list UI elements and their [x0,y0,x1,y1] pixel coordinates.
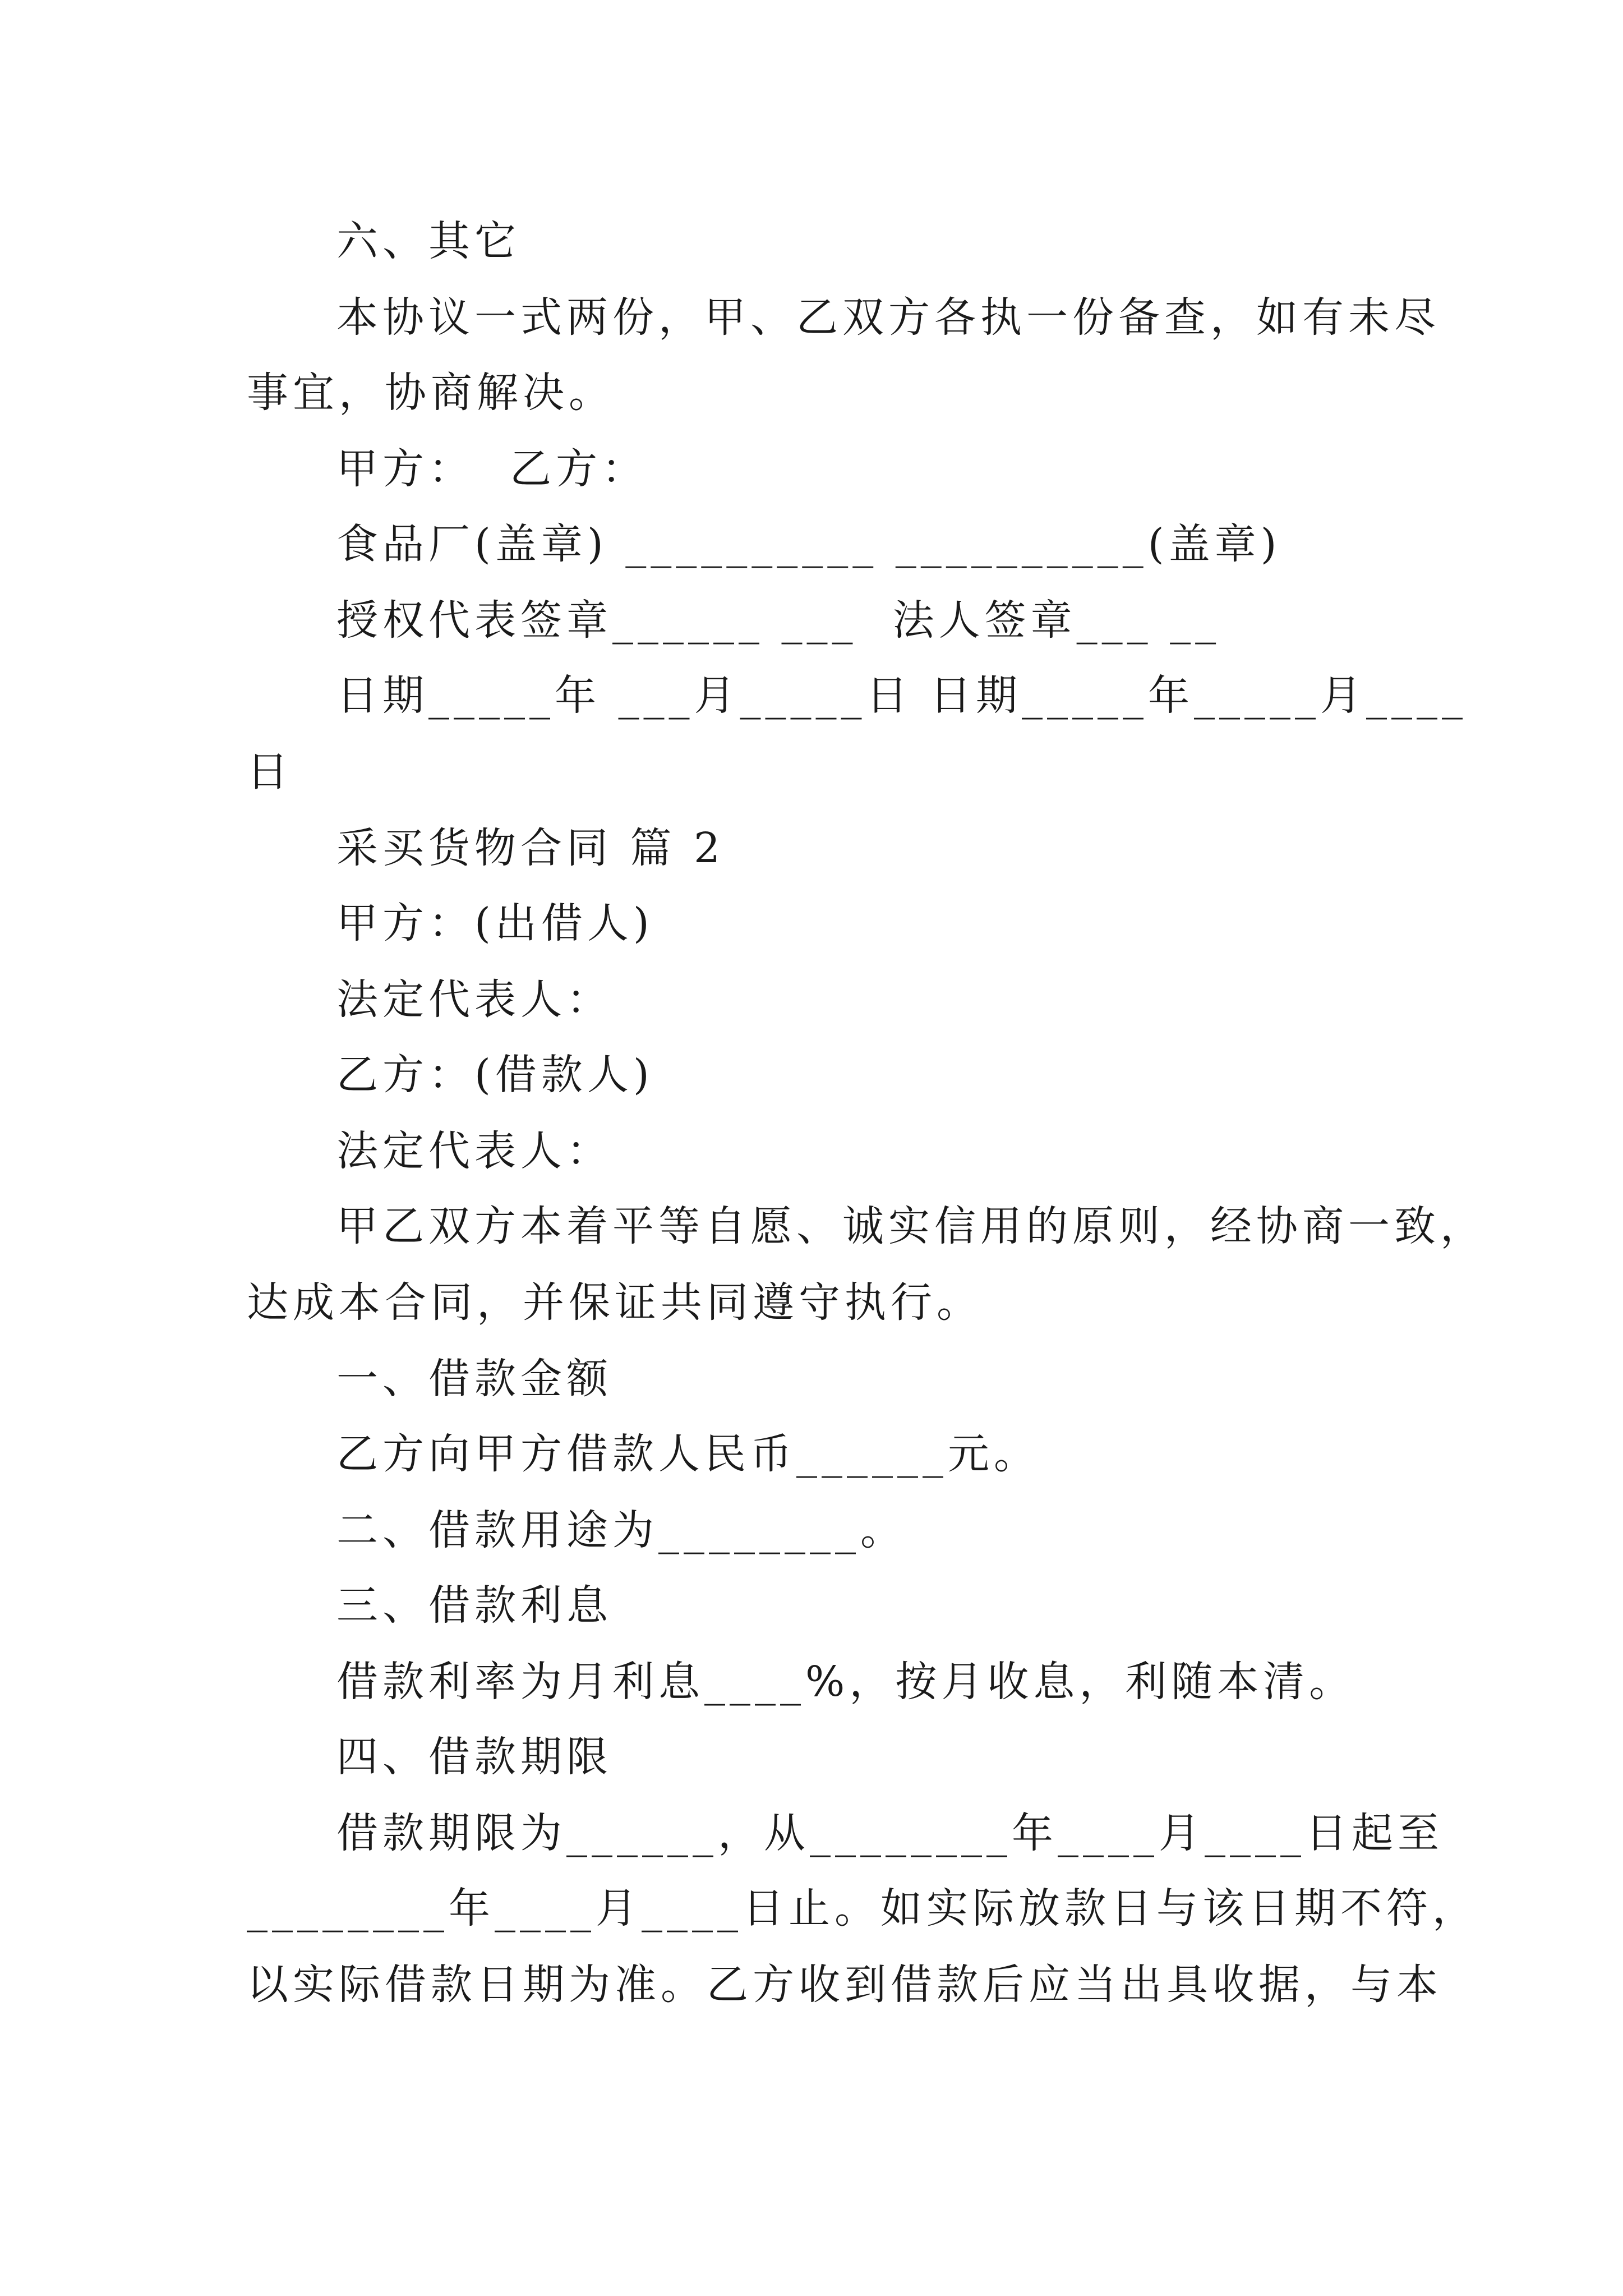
paragraph-line: 借款利率为月利息____%，按月收息，利随本清。 [336,1658,1355,1706]
paragraph-line: 本协议一式两份，甲、乙双方各执一份备查，如有未尽 [336,293,1440,342]
paragraph-line: ________年____月____日止。如实际放款日与该日期不符， [247,1884,1478,1932]
paragraph-line: 事宜，协商解决。 [247,369,615,417]
section-heading-other: 六、其它 [336,217,520,265]
signature-date-line: 日期_____年 ___月_____日 日期_____年_____月____ [336,671,1468,720]
paragraph-line: 借款期限为______，从________年____月____日起至 [336,1809,1444,1857]
paragraph-line: 乙方向甲方借款人民币______元。 [336,1430,1040,1478]
party-b-rep: 法定代表人： [336,1127,612,1175]
contract-title: 采买货物合同 篇 2 [336,824,725,872]
party-b-label: 乙方：(借款人) [336,1051,654,1099]
signature-date-line-cont: 日 [247,748,293,796]
paragraph-line: 以实际借款日期为准。乙方收到借款后应当出具收据，与本 [247,1961,1442,2009]
party-a-label: 甲方：(出借人) [336,899,654,947]
paragraph-line: 达成本合同，并保证共同遵守执行。 [247,1278,983,1327]
paragraph-line: 甲乙双方本着平等自愿、诚实信用的原则，经协商一致， [336,1202,1486,1250]
section-heading-interest: 三、借款利息 [336,1581,612,1630]
signature-parties: 甲方： 乙方： [336,445,648,493]
signature-seal-line: 食品厂(盖章) __________ __________(盖章) [336,520,1281,568]
signature-rep-line: 授权代表签章______ ___ 法人签章___ __ [336,596,1221,645]
section-heading-amount: 一、借款金额 [336,1355,612,1403]
party-a-rep: 法定代表人： [336,976,612,1024]
section-heading-term: 四、借款期限 [336,1733,612,1781]
section-heading-purpose: 二、借款用途为________。 [336,1506,906,1554]
